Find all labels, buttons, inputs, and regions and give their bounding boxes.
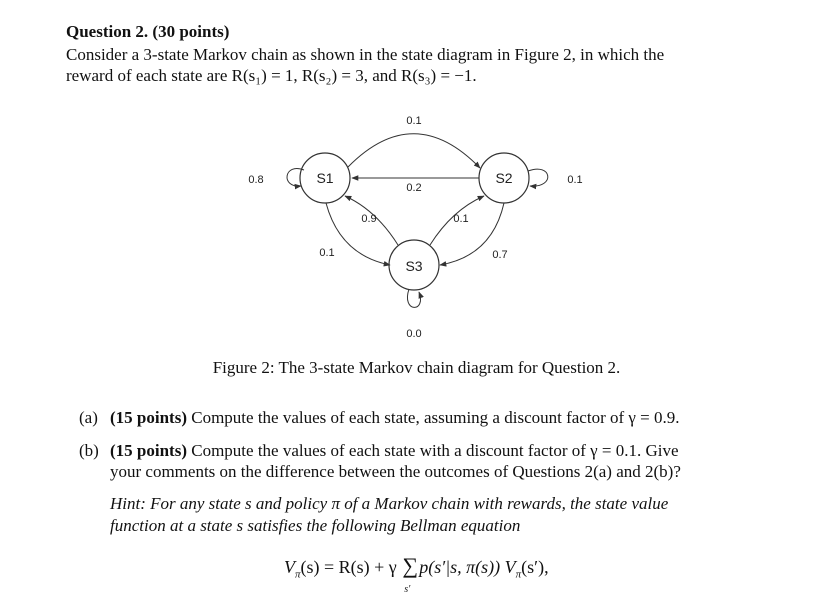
state-s3-label: S3: [405, 258, 423, 274]
equation-rhs: p(s′|s, π(s)) V: [419, 557, 516, 577]
part-a-text: [110, 408, 680, 428]
question-title: Question 2. (30 points): [66, 22, 230, 41]
hint-line2: function at a state s satisfies the following Bellman equation: [110, 516, 521, 535]
hint-line1: Hint: For any state s and policy π of a Markov chain with rewards, the state value: [110, 494, 669, 513]
prob-s2-self: 0.1: [567, 174, 583, 186]
part-b-question-line2: your comments on the difference between the outcomes of Questions 2(a) and 2(b)?: [110, 462, 681, 481]
equation-sum-index: s′: [404, 584, 411, 595]
state-s1-label: S1: [316, 170, 334, 186]
prob-s3-self: 0.0: [406, 328, 422, 340]
equation-rhs-sub: π: [515, 568, 522, 581]
prob-s2-s3: 0.7: [492, 249, 508, 261]
bellman-equation: [284, 553, 549, 595]
prob-s2-s1: 0.2: [406, 182, 422, 194]
equation-end: (s′),: [521, 557, 549, 577]
equation-lhs-sub: π: [295, 568, 301, 581]
question-intro-line2: reward of each state are R(s₁) = 1, R(s₂) = 3, and R(s₃) = −1.: [66, 66, 477, 85]
prob-s1-self: 0.8: [248, 174, 264, 186]
equation-sum-symbol: ∑: [402, 553, 419, 578]
equation-body: (s) = R(s) + γ: [300, 557, 397, 577]
part-a-label: (a): [79, 408, 98, 427]
part-a-question: Compute the values of each state, assuming a discount factor of γ = 0.9.: [191, 408, 680, 427]
equation-lhs: V: [284, 557, 295, 577]
part-b-label: (b): [79, 441, 99, 460]
figure-caption: Figure 2: The 3-state Markov chain diagram for Question 2.: [212, 358, 621, 377]
prob-s1-s3: 0.1: [319, 247, 335, 259]
prob-s3-s2: 0.1: [453, 213, 469, 225]
prob-s3-s1: 0.9: [361, 213, 377, 225]
transition-s1-s3-edge: [326, 203, 390, 265]
transition-s3-self-loop: [407, 289, 420, 307]
state-s2-label: S2: [495, 170, 513, 186]
figure-caption-wrap: [0, 358, 831, 378]
transition-s2-self-loop: [528, 169, 548, 186]
part-b-points: (15 points): [110, 441, 187, 460]
equation-sum-wrap: [401, 553, 419, 595]
prob-s1-s2: 0.1: [406, 115, 422, 127]
part-b-question-line1: Compute the values of each state with a discount factor of γ = 0.1. Give: [191, 441, 679, 460]
part-b-text: [110, 441, 679, 461]
question-intro-line1: Consider a 3-state Markov chain as shown in the state diagram in Figure 2, in which the: [66, 45, 665, 64]
part-a-points: (15 points): [110, 408, 187, 427]
transition-s1-s2-edge: [348, 134, 480, 168]
